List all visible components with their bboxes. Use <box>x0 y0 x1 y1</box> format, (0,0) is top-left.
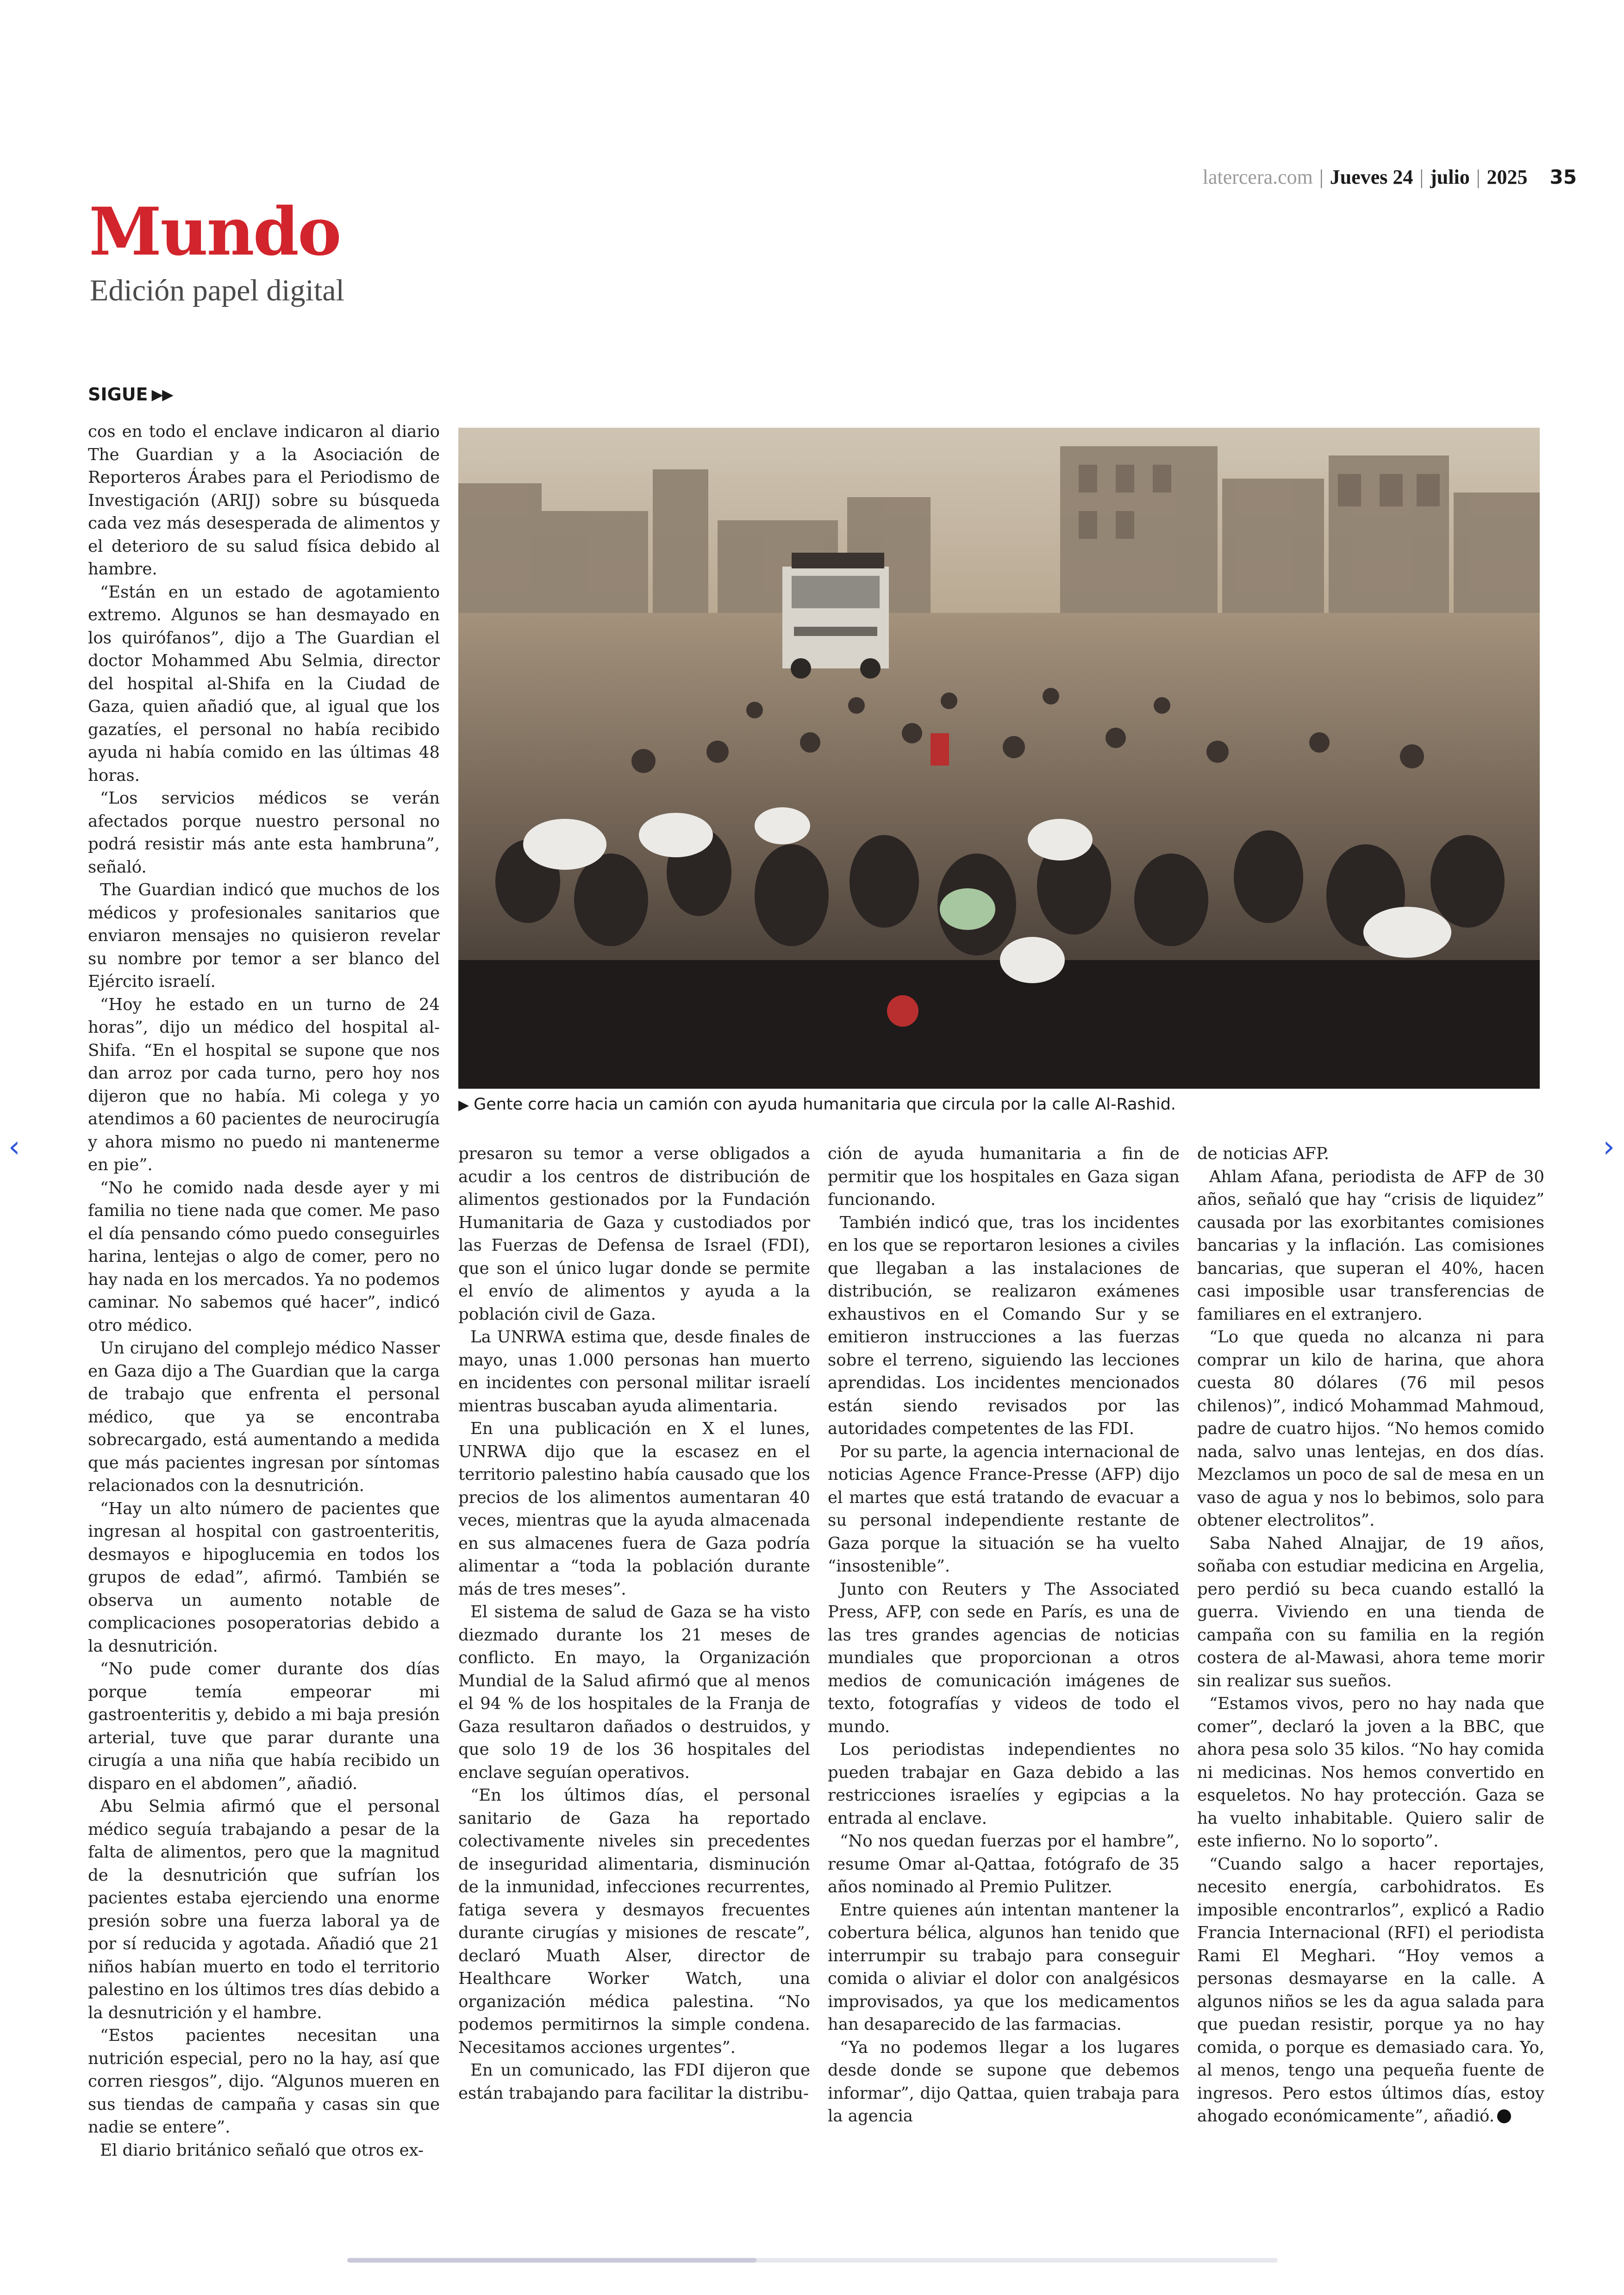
header-year: 2025 <box>1487 165 1528 188</box>
paragraph: presaron su temor a verse obligados a acudir a los centros de distribución de alimentos gestionados por la Fundación Humanitaria de Gaza y custodiados por las Fuerzas de Defensa de Israel (FDI), que son el único lugar donde se permite el envío de alimentos y ayuda a la población civil de Gaza. <box>458 1144 810 1324</box>
paragraph: Junto con Reuters y The Associated Press, AFP, con sede en París, es una de las tres grandes agencias de noticias mundiales que proporcionan a otros medios de comunicación imágenes de texto, fotografías y videos de todo el mundo. <box>828 1579 1180 1736</box>
page-header <box>1203 163 1577 191</box>
paragraph: de noticias AFP. <box>1197 1144 1330 1163</box>
paragraph: “Están en un estado de agotamiento extremo. Algunos se han desmayado en los quirófanos”, dijo a The Guardian el doctor Mohammed Abu Selmia, director del hospital al-Shifa en la Ciudad de Gaza, quien añadió que, al igual que los gazatíes, el personal no había recibido ayuda ni había comido en las últimas 48 horas. <box>88 582 440 785</box>
paragraph-text: “Cuando salgo a hacer reportajes, necesito energía, carbohidratos. Es imposible encontrarlos”, explicó a Radio Francia Internacional (RFI) el periodista Rami El Meghari. “Hoy vemos a personas desmayarse en la calle. A algunos niños se les da agua salada para que puedan resistir, porque ya no hay comida, o porque es demasiado cara. Yo, al menos, tengo una pequeña fuente de ingresos. Pero estos últimos días, estoy ahogado económicamente”, añadió. <box>1197 1854 1544 2126</box>
paragraph: “Estos pacientes necesitan una nutrición especial, pero no la hay, así que corren riesgos”, dijo. “Algunos mueren en sus tiendas de campaña y casas sin que nadie se entere”. <box>88 2026 440 2137</box>
news-photo-illustration <box>458 428 1540 1089</box>
header-separator: | <box>1419 165 1424 188</box>
site-name: latercera.com <box>1202 165 1313 188</box>
section-title: Mundo <box>89 193 340 270</box>
paragraph: El diario británico señaló que otros ex- <box>100 2140 424 2160</box>
news-photo <box>458 428 1540 1089</box>
chevron-right-icon[interactable]: › <box>1603 1130 1615 1164</box>
end-of-article-dot-icon <box>1497 2109 1511 2123</box>
kicker <box>88 384 173 405</box>
paragraph: “Hoy he estado en un turno de 24 horas”, dijo un médico del hospital al-Shifa. “En el hospital se supone que nos dan arroz por cada turno, pero hoy nos dijeron que no había. Mi colega y yo atendimos a 60 pacientes de neurocirugía y ahora mismo no puedo ni mantenerme en pie”. <box>88 995 440 1174</box>
horizontal-scrollbar[interactable] <box>347 2258 1278 2263</box>
paragraph: “Ya no podemos llegar a los lugares desde donde se supone que debemos informar”, dijo Qattaa, quien trabaja para la agencia <box>828 2038 1180 2126</box>
paragraph: cos en todo el enclave indicaron al diario The Guardian y a la Asociación de Reporteros Árabes para el Periodismo de Investigación (ARIJ) sobre su búsqueda cada vez más desesperada de alimentos y el deterioro de su salud física debido al hambre. <box>88 422 440 579</box>
paragraph: Ahlam Afana, periodista de AFP de 30 años, señaló que hay “crisis de liquidez” causada por las exorbitantes comisiones bancarias y la inflación. Las comisiones bancarias, que superan el 40%, hacen casi imposible usar transferencias de familiares en el extranjero. <box>1197 1167 1544 1324</box>
article-column-3 <box>828 1142 1180 2128</box>
paragraph: En una publicación en X el lunes, UNRWA dijo que la escasez en el territorio palestino había causado que los precios de los alimentos aumentaran 40 veces, mientras que la ayuda almacenada en sus almacenes fuera de Gaza podría alimentar a “toda la población durante más de tres meses”. <box>458 1419 810 1599</box>
paragraph: Por su parte, la agencia internacional de noticias Agence France-Presse (AFP) dijo el martes que está tratando de evacuar a su personal independiente restante de Gaza porque la situación se ha vuelto “insostenible”. <box>828 1442 1180 1576</box>
caption-text: Gente corre hacia un camión con ayuda humanitaria que circula por la calle Al-Rashid. <box>474 1095 1176 1114</box>
paragraph: “No he comido nada desde ayer y mi familia no tiene nada que comer. Me paso el día pensando cómo puedo conseguirles harina, lentejas o algo de comer, pero no hay nada en los mercados. Ya no podemos caminar. No sabemos qué hacer”, indicó otro médico. <box>88 1178 440 1335</box>
paragraph: “Los servicios médicos se verán afectados porque nuestro personal no podrá resistir más ante esta hambruna”, señaló. <box>88 789 440 877</box>
article-column-4 <box>1197 1142 1544 2128</box>
caption-triangle-icon: ▶ <box>458 1097 469 1113</box>
paragraph: The Guardian indicó que muchos de los médicos y profesionales sanitarios que enviaron mensajes no quisieron revelar su nombre por temor a ser blanco del Ejército israelí. <box>88 880 440 991</box>
header-separator: | <box>1476 165 1480 188</box>
paragraph: En un comunicado, las FDI dijeron que están trabajando para facilitar la distribu- <box>458 2061 810 2103</box>
section-subtitle: Edición papel digital <box>90 274 344 307</box>
header-month: julio <box>1430 165 1470 188</box>
paragraph: ción de ayuda humanitaria a fin de permitir que los hospitales en Gaza sigan funcionando. <box>828 1144 1180 1209</box>
header-weekday: Jueves 24 <box>1330 165 1413 188</box>
paragraph: “No nos quedan fuerzas por el hambre”, resume Omar al-Qattaa, fotógrafo de 35 años nominado al Premio Pulitzer. <box>828 1832 1180 1896</box>
paragraph: “En los últimos días, el personal sanitario de Gaza ha reportado colectivamente niveles sin precedentes de inseguridad alimentaria, disminución de la inmunidad, infecciones recurrentes, fatiga severa y desmayos frecuentes durante cirugías y misiones de rescate”, declaró Muath Alser, director de Healthcare Worker Watch, una organización médica palestina. “No podemos permitirnos la simple condena. Necesitamos acciones urgentes”. <box>458 1786 810 2057</box>
paragraph <box>1197 1853 1544 2128</box>
paragraph: La UNRWA estima que, desde finales de mayo, unas 1.000 personas han muerto en incidentes con personal militar israelí mientras buscaban ayuda alimentaria. <box>458 1328 810 1416</box>
paragraph: Abu Selmia afirmó que el personal médico seguía trabajando a pesar de la falta de alimentos, pero que la magnitud de la desnutrición que sufrían los pacientes estaba ejerciendo una enorme presión sobre una fuerza laboral ya de por sí reducida y agotada. Añadió que 21 niños habían muerto en todo el territorio palestino en los últimos tres días debido a la desnutrición y el hambre. <box>88 1797 440 2022</box>
paragraph: Saba Nahed Alnajjar, de 19 años, soñaba con estudiar medicina en Argelia, pero perdió su beca cuando estalló la guerra. Viviendo en una tienda de campaña con su familia en la región costera de al-Mawasi, ahora teme morir sin realizar sus sueños. <box>1197 1534 1544 1690</box>
paragraph: También indicó que, tras los incidentes en los que se reportaron lesiones a civiles que llegaban a las instalaciones de distribución, se realizaron exámenes exhaustivos en el Comando Sur y se emitieron instrucciones a las fuerzas sobre el terreno, siguiendo las lecciones aprendidas. Los incidentes mencionados están siendo revisados por las autoridades competentes de las FDI. <box>828 1213 1180 1438</box>
kicker-label: SIGUE <box>88 384 148 405</box>
photo-caption <box>458 1093 1540 1116</box>
chevron-left-icon[interactable]: ‹ <box>8 1130 20 1164</box>
paragraph: “Lo que queda no alcanza ni para comprar un kilo de harina, que ahora cuesta 80 dólares (76 mil pesos chilenos)”, indicó Mohammad Mahmoud, padre de cuatro hijos. “No hemos comido nada, salvo unas lentejas, en dos días. Mezclamos un poco de sal de mesa en un vaso de agua y nos lo bebimos, solo para obtener electrolitos”. <box>1197 1328 1544 1530</box>
article-column-1 <box>88 420 440 2162</box>
paragraph: “Hay un alto número de pacientes que ingresan al hospital con gastroenteritis, desmayos e hipoglucemia en todos los grupos de edad”, afirmó. También se observa un aumento notable de complicaciones posoperatorias debido a la desnutrición. <box>88 1499 440 1656</box>
paragraph: Los periodistas independientes no pueden trabajar en Gaza debido a las restricciones israelíes y egipcias a la entrada al enclave. <box>828 1740 1180 1828</box>
double-right-triangle-icon: ▶▶ <box>151 386 173 403</box>
paragraph: “No pude comer durante dos días porque temía empeorar mi gastroenteritis y, debido a mi baja presión arterial, tuve que parar durante una cirugía a una niña que había recibido un disparo en el abdomen”, añadió. <box>88 1659 440 1793</box>
header-separator: | <box>1319 165 1324 188</box>
article-column-2 <box>458 1142 810 2105</box>
page-number: 35 <box>1549 165 1577 188</box>
paragraph: Un cirujano del complejo médico Nasser en Gaza dijo a The Guardian que la carga de trabajo que enfrenta el personal médico, que ya se encontraba sobrecargado, está aumentando a medida que más pacientes ingresan por síntomas relacionados con la desnutrición. <box>88 1339 440 1495</box>
paragraph: El sistema de salud de Gaza se ha visto diezmado durante los 21 meses de conflicto. En mayo, la Organización Mundial de la Salud afirmó que al menos el 94 % de los hospitales de la Franja de Gaza resultaron dañados o destruidos, y que solo 19 de los 36 hospitales del enclave seguían operativos. <box>458 1603 810 1782</box>
paragraph: “Estamos vivos, pero no hay nada que comer”, declaró la joven a la BBC, que ahora pesa solo 35 kilos. “No hay comida ni medicinas. Nos hemos convertido en esqueletos. No hay protección. Gaza se ha vuelto inhabitable. Quiero salir de este infierno. No lo soporto”. <box>1197 1694 1544 1851</box>
paragraph: Entre quienes aún intentan mantener la cobertura bélica, algunos han tenido que interrumpir su trabajo para conseguir comida o aliviar el dolor con analgésicos improvisados, ya que los medicamentos han desaparecido de las farmacias. <box>828 1900 1180 2034</box>
scrollbar-thumb[interactable] <box>347 2258 756 2263</box>
